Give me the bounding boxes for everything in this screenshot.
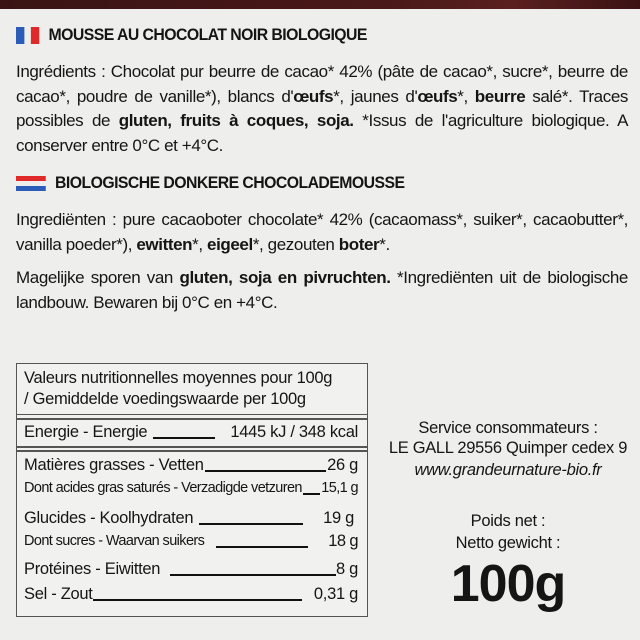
allergen-text: beurre xyxy=(474,86,526,106)
ingredient-text: *Ingrediënten uit de biologische landbouw. Bewaren bij 0°C en +4°C. xyxy=(16,268,628,312)
nutrition-row-carbohydrates xyxy=(24,508,358,528)
leader-line xyxy=(205,470,326,472)
ingredient-text: *. xyxy=(379,234,390,254)
divider xyxy=(17,446,367,448)
customer-service xyxy=(380,418,636,481)
row-label: Dont acides gras saturés - Verzadigde vetzuren xyxy=(24,480,302,496)
net-weight-label-nl: Netto gewicht : xyxy=(455,534,561,552)
row-value: 15,1 g xyxy=(321,480,358,496)
ingredient-text: *, xyxy=(457,86,475,106)
divider xyxy=(17,418,367,420)
website-link[interactable]: www.grandeurnature-bio.fr xyxy=(414,461,602,479)
row-label: Protéines - Eiwitten xyxy=(24,560,161,578)
row-value: 18 g xyxy=(328,532,358,550)
allergen-text: ewitten xyxy=(136,234,193,254)
ingredient-text: *, gezouten xyxy=(252,234,339,254)
net-weight-labels xyxy=(380,510,636,554)
nutrition-header-fr: Valeurs nutritionnelles moyennes pour 100g xyxy=(24,369,333,387)
row-value: 26 g xyxy=(327,456,358,474)
dutch-title-text: BIOLOGISCHE DONKERE CHOCOLADEMOUSSE xyxy=(55,173,405,192)
leader-line xyxy=(93,599,302,601)
leader-line xyxy=(303,493,320,495)
french-title-text: MOUSSE AU CHOCOLAT NOIR BIOLOGIQUE xyxy=(48,25,367,44)
leader-line xyxy=(216,546,308,548)
dutch-ingredients xyxy=(16,208,628,257)
french-section-title xyxy=(16,25,367,45)
french-ingredients xyxy=(16,60,628,158)
allergen-text: boter xyxy=(338,234,380,254)
divider xyxy=(17,450,367,452)
nutrition-row-fat xyxy=(24,455,358,475)
ingredient-text: *, jaunes d' xyxy=(333,86,418,106)
row-value: 1445 kJ / 348 kcal xyxy=(230,423,358,441)
ingredient-text: *, xyxy=(192,234,208,254)
row-label: Glucides - Koolhydraten xyxy=(24,509,194,527)
row-label: Dont sucres - Waarvan suikers xyxy=(24,533,205,549)
netherlands-flag-icon xyxy=(16,176,46,191)
service-address: LE GALL 29556 Quimper cedex 9 xyxy=(388,439,628,457)
nutrition-table xyxy=(16,363,368,617)
nutrition-row-sugars xyxy=(24,531,358,551)
nutrition-header-nl: / Gemiddelde voedingswaarde per 100g xyxy=(24,390,306,408)
service-label: Service consommateurs : xyxy=(418,419,598,437)
allergen-text: œufs xyxy=(417,86,458,106)
nutrition-row-energy xyxy=(24,422,358,442)
row-label: Sel - Zout xyxy=(24,585,93,603)
nutrition-row-saturated-fat xyxy=(24,478,358,498)
ingredient-text: *Issus de l'agriculture biologique. A conserver entre 0°C et +4°C. xyxy=(16,111,629,155)
nutrition-header xyxy=(17,364,367,415)
france-flag-icon xyxy=(16,27,39,44)
ingredient-text: salé*. Traces possibles de xyxy=(16,86,628,130)
dutch-section-title xyxy=(16,173,404,193)
ingredient-text: Ingrediënten : pure cacaoboter chocolate* 42% (cacaomass*, suiker*, cacaobutter*, vanilla poeder*), xyxy=(16,210,628,254)
row-value: 8 g xyxy=(335,560,358,578)
allergen-text: eigeel xyxy=(207,234,253,254)
allergen-text: œufs xyxy=(293,86,334,106)
ingredient-text: Magelijke sporen van xyxy=(16,268,180,287)
net-weight-label-fr: Poids net : xyxy=(470,512,546,530)
net-weight-value: 100g xyxy=(450,555,566,613)
leader-line xyxy=(199,523,303,525)
package-top-band xyxy=(0,0,640,9)
row-value: 0,31 g xyxy=(313,585,358,603)
dutch-traces xyxy=(16,266,628,315)
row-label: Matières grasses - Vetten xyxy=(24,456,204,474)
nutrition-row-protein xyxy=(24,559,358,579)
leader-line xyxy=(153,437,215,439)
ingredient-text: Ingrédients : Chocolat pur beurre de cacao* 42% (pâte de cacao*, sucre*, beurre de cacao*, poudre de vanille*), blancs d' xyxy=(16,62,628,106)
allergen-text: gluten, fruits à coques, soja. xyxy=(118,111,354,130)
allergen-text: gluten, soja en pivruchten. xyxy=(179,268,391,287)
nutrition-row-salt xyxy=(24,584,358,604)
row-label: Energie - Energie xyxy=(24,423,148,441)
row-value: 19 g xyxy=(323,509,354,527)
leader-line xyxy=(170,574,336,576)
